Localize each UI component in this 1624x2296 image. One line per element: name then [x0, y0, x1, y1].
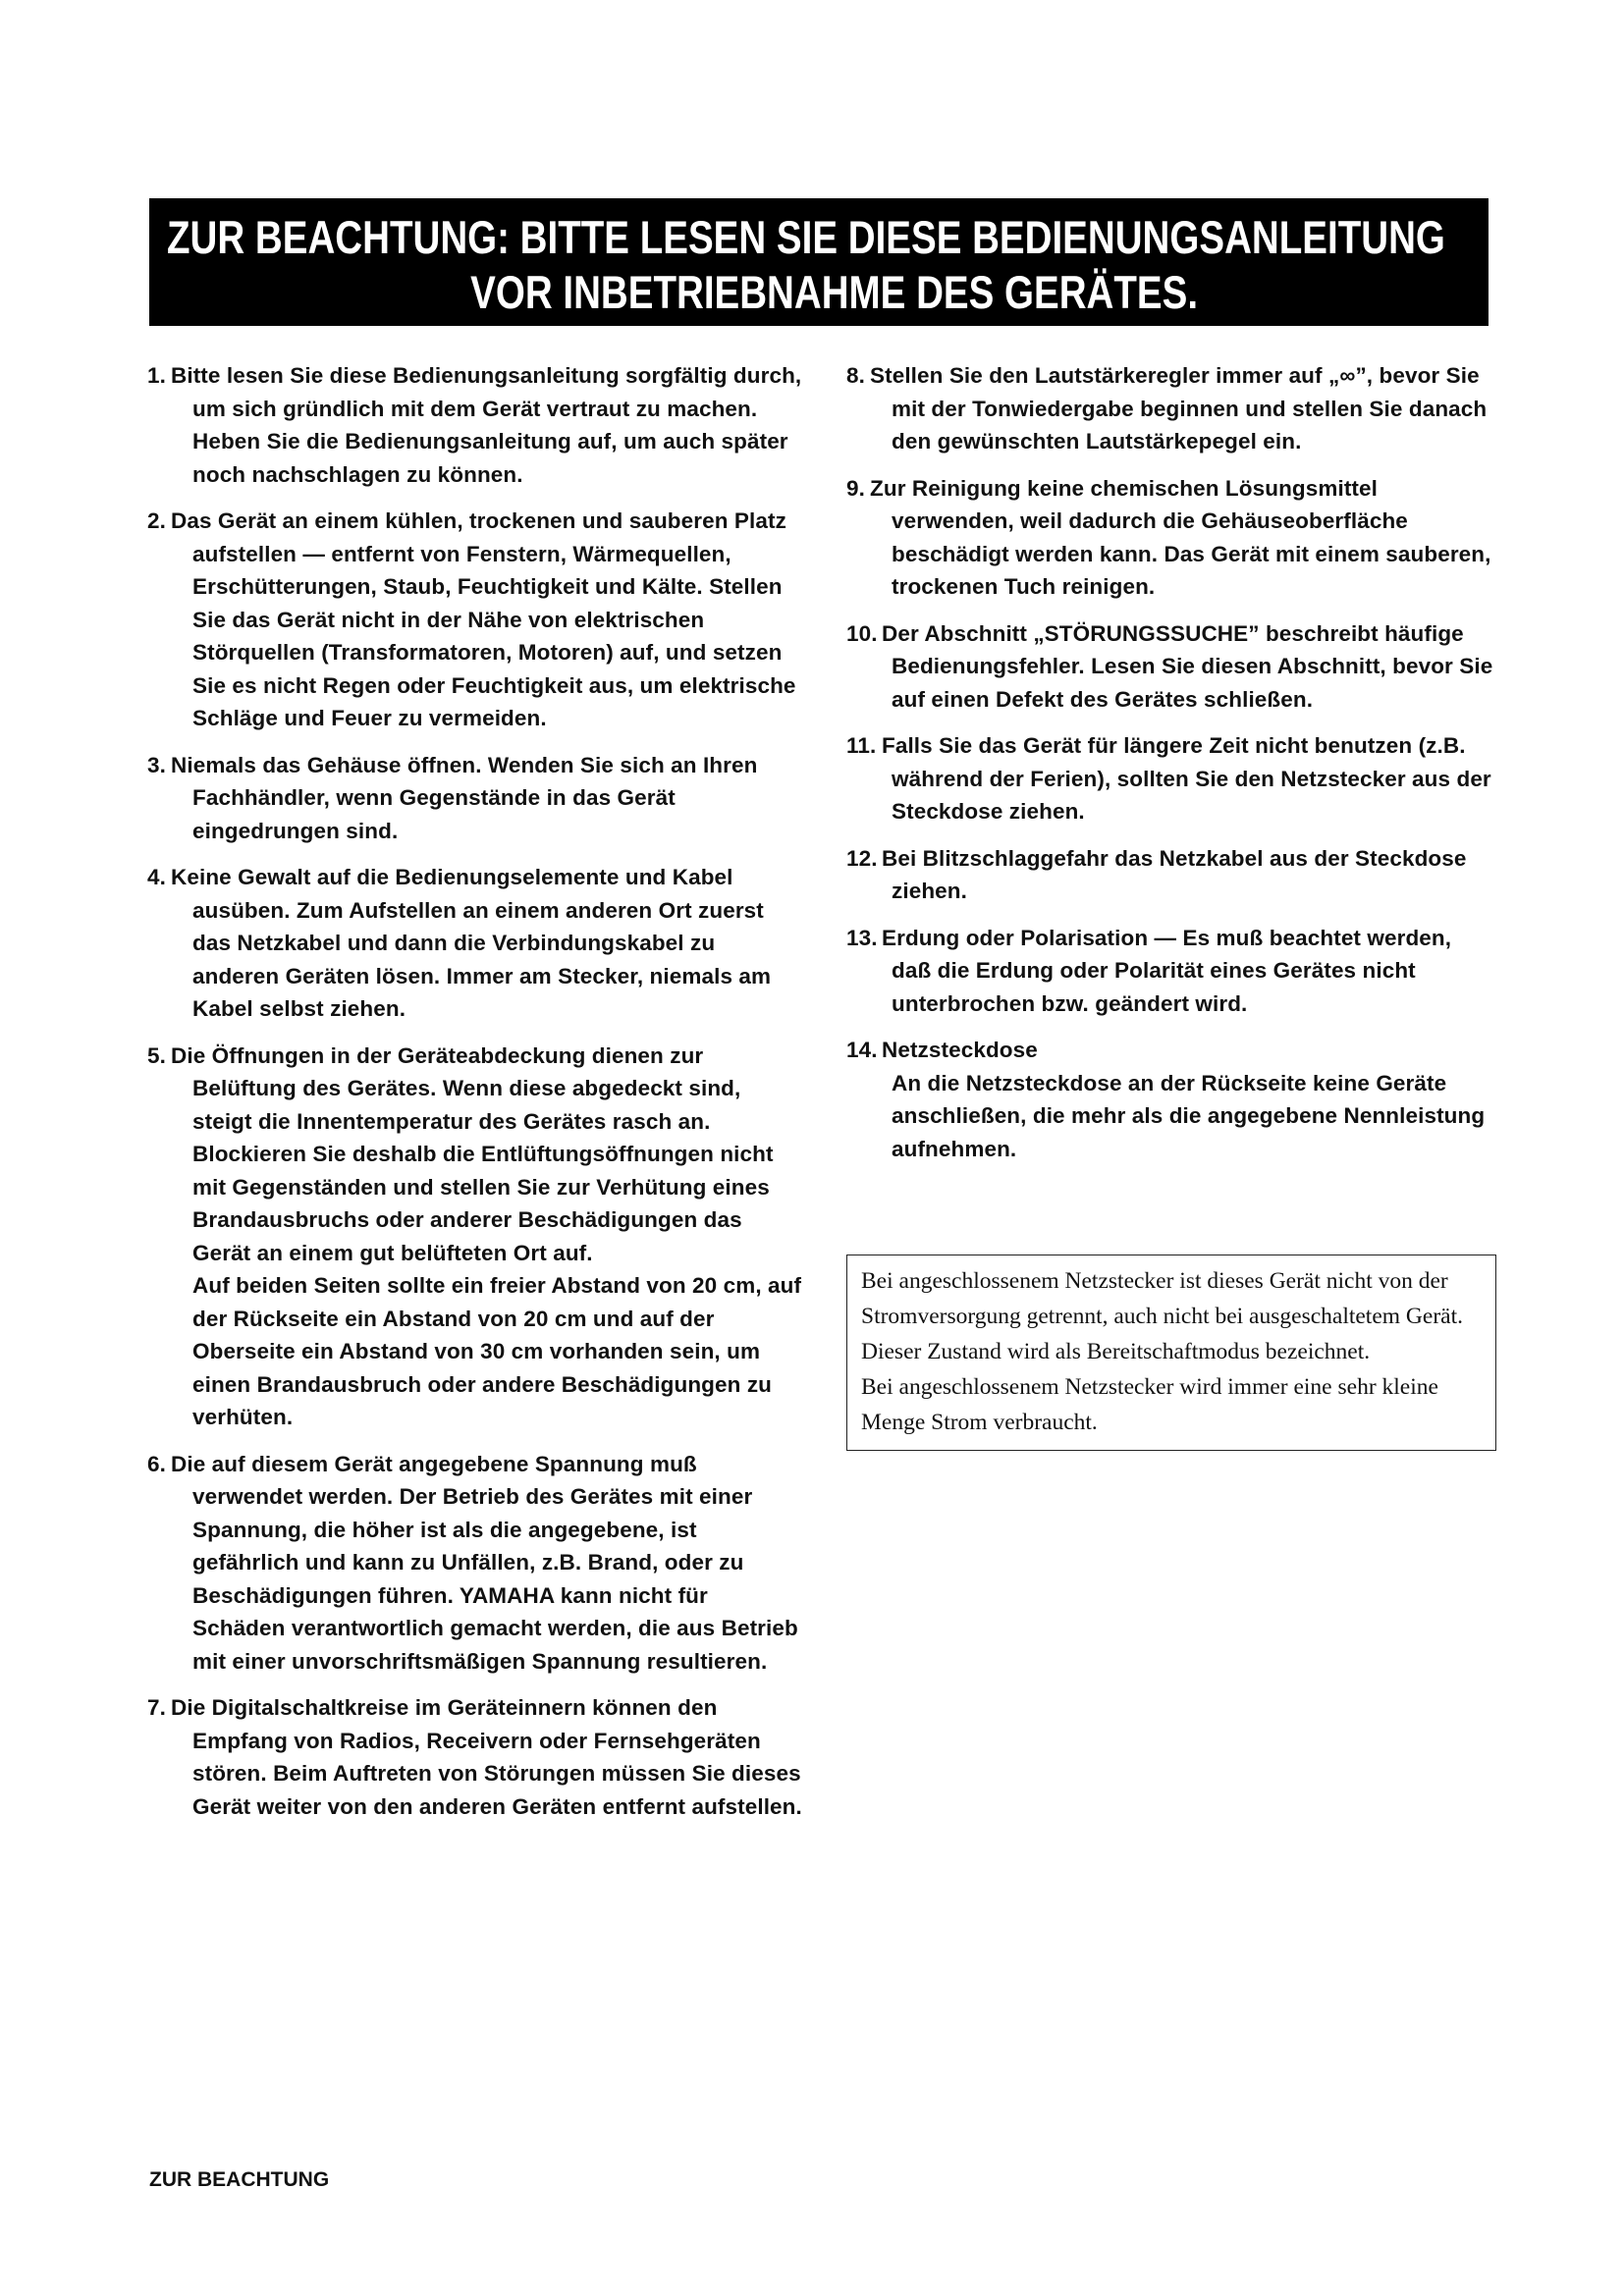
list-item — [147, 1448, 805, 1679]
item-number: 9. — [846, 475, 865, 501]
notice-paragraph-1: Bei angeschlossenem Netzstecker ist dieses Gerät nicht von der Stromversorgung getrennt, auch nicht bei ausgeschaltetem Gerät. Dieser Zustand wird als Bereitschaftmodus bezeichnet. — [861, 1268, 1463, 1364]
list-item — [846, 842, 1494, 908]
item-number: 6. — [147, 1451, 166, 1476]
list-item — [147, 1040, 805, 1434]
item-number: 4. — [147, 865, 166, 889]
page-title-banner — [149, 198, 1489, 326]
right-column — [846, 359, 1494, 1179]
item-text: Die Digitalschaltkreise im Geräteinnern können den Empfang von Radios, Receivern oder Fernsehgeräten stören. Beim Auftreten von Störungen müssen Sie dieses Gerät weiter von den anderen Geräten entfernt aufstellen. — [171, 1695, 802, 1819]
item-text: Bei Blitzschlaggefahr das Netzkabel aus der Steckdose ziehen. — [882, 845, 1467, 903]
list-item — [846, 1034, 1494, 1165]
item-text: Falls Sie das Gerät für längere Zeit nicht benutzen (z.B. während der Ferien), sollten Sie den Netzstecker aus der Steckdose ziehen. — [882, 733, 1491, 824]
item-text: Bitte lesen Sie diese Bedienungsanleitung sorgfältig durch, um sich gründlich mit dem Gerät vertraut zu machen. Heben Sie die Bedienungsanleitung auf, um auch später noch nachschlagen zu können. — [171, 363, 802, 487]
item-number: 2. — [147, 508, 166, 533]
item-text: Die Öffnungen in der Geräteabdeckung dienen zur Belüftung des Gerätes. Wenn diese abgedeckt sind, steigt die Innentemperatur des Gerätes rasch an. Blockieren Sie deshalb die Entlüftungsöffnungen nicht mit Gegenständen und stellen Sie zur Verhütung eines Brandausbruchs oder anderer Beschädigungen das Gerät an einem gut belüfteten Ort auf. — [171, 1042, 774, 1265]
list-item — [846, 729, 1494, 828]
item-number: 7. — [147, 1695, 166, 1720]
item-text-continued: Auf beiden Seiten sollte ein freier Abstand von 20 cm, auf der Rückseite ein Abstand von 20 cm und auf der Oberseite ein Abstand von 30 cm vorhanden sein, um einen Brandausbruch oder andere Beschädigungen zu verhüten. — [192, 1273, 802, 1429]
item-text: Netzsteckdose — [882, 1038, 1038, 1062]
list-item — [846, 922, 1494, 1021]
item-number: 13. — [846, 925, 878, 950]
list-item — [147, 359, 805, 491]
standby-notice-box — [846, 1255, 1496, 1451]
list-item — [846, 617, 1494, 717]
item-number: 12. — [846, 845, 878, 871]
page-footer-label: ZUR BEACHTUNG — [149, 2168, 330, 2191]
item-text: Stellen Sie den Lautstärkeregler immer auf „∞”, bevor Sie mit der Tonwiedergabe beginnen und stellen Sie danach den gewünschten Lautstärkepegel ein. — [870, 363, 1488, 454]
item-number: 1. — [147, 363, 166, 388]
item-text: Das Gerät an einem kühlen, trockenen und sauberen Platz aufstellen — entfernt von Fenstern, Wärmequellen, Erschütterungen, Staub, Feuchtigkeit und Kälte. Stellen Sie das Gerät nicht in der Nähe von elektrischen Störquellen (Transformatoren, Motoren) auf, und setzen Sie es nicht Regen oder Feuchtigkeit aus, um elektrische Schläge und Feuer zu vermeiden. — [171, 508, 796, 730]
notice-paragraph-2: Bei angeschlossenem Netzstecker wird immer eine sehr kleine Menge Strom verbraucht. — [861, 1374, 1438, 1435]
title-line-2: VOR INBETRIEBNAHME DES GERÄTES. — [470, 266, 1199, 318]
item-number: 14. — [846, 1038, 878, 1062]
list-item — [846, 472, 1494, 604]
item-number: 3. — [147, 752, 166, 777]
list-item — [147, 1691, 805, 1823]
item-text-continued: An die Netzsteckdose an der Rückseite keine Geräte anschließen, die mehr als die angegebene Nennleistung aufnehmen. — [892, 1070, 1486, 1161]
list-item — [846, 359, 1494, 458]
left-column — [147, 359, 805, 1837]
item-number: 11. — [846, 733, 877, 758]
item-text: Erdung oder Polarisation — Es muß beachtet werden, daß die Erdung oder Polarität eines Gerätes nicht unterbrochen bzw. geändert wird. — [882, 925, 1452, 1016]
item-text: Keine Gewalt auf die Bedienungselemente und Kabel ausüben. Zum Aufstellen an einem anderen Ort zuerst das Netzkabel und dann die Verbindungskabel zu anderen Geräten lösen. Immer am Stecker, niemals am Kabel selbst ziehen. — [171, 865, 772, 1021]
item-number: 8. — [846, 363, 865, 388]
item-text: Der Abschnitt „STÖRUNGSSUCHE” beschreibt häufige Bedienungsfehler. Lesen Sie diesen Abschnitt, bevor Sie auf einen Defekt des Gerätes schließen. — [882, 620, 1493, 712]
item-text: Zur Reinigung keine chemischen Lösungsmittel verwenden, weil dadurch die Gehäuseoberfläche beschädigt werden kann. Das Gerät mit einem sauberen, trockenen Tuch reinigen. — [870, 475, 1491, 599]
item-text: Niemals das Gehäuse öffnen. Wenden Sie sich an Ihren Fachhändler, wenn Gegenstände in das Gerät eingedrungen sind. — [171, 752, 758, 843]
title-line-1: ZUR BEACHTUNG: BITTE LESEN SIE DIESE BEDIENUNGSANLEITUNG — [167, 211, 1445, 263]
list-item — [147, 861, 805, 1026]
list-item — [147, 749, 805, 848]
item-number: 10. — [846, 620, 878, 646]
list-item — [147, 505, 805, 735]
item-text: Die auf diesem Gerät angegebene Spannung muß verwendet werden. Der Betrieb des Gerätes mit einer Spannung, die höher ist als die angegebene, ist gefährlich und kann zu Unfällen, z.B. Brand, oder zu Beschädigungen führen. YAMAHA kann nicht für Schäden verantwortlich gemacht werden, die aus Betrieb mit einer unvorschriftsmäßigen Spannung resultieren. — [171, 1451, 798, 1674]
item-number: 5. — [147, 1042, 166, 1068]
